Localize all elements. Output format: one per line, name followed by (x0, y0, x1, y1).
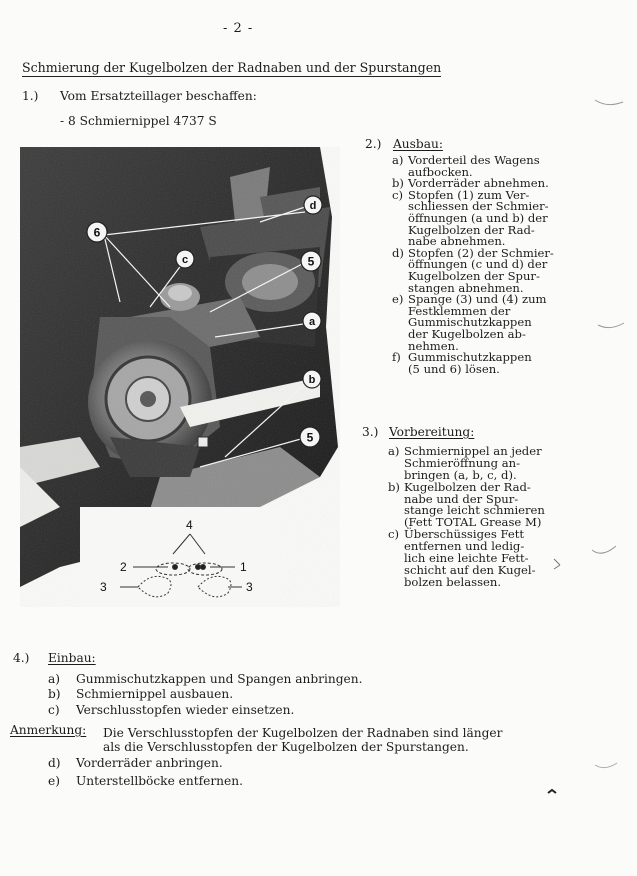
page-number: - 2 - (223, 21, 254, 36)
section2-item-line: Gummischutzkappen (408, 315, 532, 330)
svg-text:b: b (308, 374, 316, 386)
section3-list (388, 446, 545, 589)
diagram-label-2: 2 (120, 560, 127, 574)
section3-item-a (388, 446, 545, 482)
section4-heading-text: Einbau: (48, 651, 96, 665)
section2-item-line: Kugelbolzen der Rad- (408, 222, 535, 237)
section3-heading (389, 425, 474, 439)
section2-item-label: d) (392, 245, 404, 260)
diagram-label-1: 1 (240, 560, 247, 574)
section2-item-c (392, 187, 554, 249)
section3-number: 3.) (362, 425, 379, 439)
svg-text:c: c (181, 254, 189, 266)
section2-item-line: Gummischutzkappen (408, 350, 532, 365)
axle-photo (20, 147, 340, 607)
section2-item-line: Festklemmen der (408, 303, 511, 318)
section2-item-line: öffnungen (c und d) der (408, 257, 548, 272)
section3-item-c (388, 529, 545, 588)
section2-item-f (392, 352, 554, 375)
callout-5-top (301, 251, 321, 271)
section4-item-b: Schmiernippel ausbauen. (76, 687, 234, 701)
svg-text:a: a (308, 316, 316, 328)
section4-item-d-label: d) (48, 756, 61, 770)
section3-item-line: schicht auf den Kugel- (404, 562, 536, 577)
note-label-text: Anmerkung: (10, 723, 87, 737)
callout-a (303, 312, 321, 330)
callout-d (304, 196, 322, 214)
section3-item-line: nabe und der Spur- (404, 491, 519, 506)
section2-list (392, 155, 554, 375)
section4-item-c: Verschlusstopfen wieder einsetzen. (76, 703, 295, 717)
section2-item-line: stangen abnehmen. (408, 280, 524, 295)
section3-item-line: Schmieröffnung an- (404, 455, 521, 470)
section4-heading (48, 651, 96, 665)
section4-item-a: Gummischutzkappen und Spangen anbringen. (76, 672, 363, 686)
section2-number: 2.) (365, 137, 382, 151)
section2-item-line: öffnungen (a und b) der (408, 210, 548, 225)
callout-6 (87, 222, 107, 242)
svg-text:5: 5 (306, 430, 314, 445)
svg-text:6: 6 (93, 225, 101, 240)
section2-item-a (392, 155, 554, 178)
section4-item-e: Unterstellböcke entfernen. (76, 774, 243, 788)
section2-item-line: Kugelbolzen der Spur- (408, 268, 540, 283)
section2-item-label: c) (392, 187, 404, 202)
section2-item-line: (5 und 6) lösen. (408, 361, 500, 376)
section3-item-label: a) (388, 444, 400, 458)
svg-text:d: d (309, 200, 317, 212)
diagram-label-3-right: 3 (246, 580, 253, 594)
section2-item-label: a) (392, 153, 404, 167)
page-title-text: Schmierung der Kugelbolzen der Radnaben und der Spurstangen (22, 60, 442, 75)
section3-item-line: entfernen und ledig- (404, 539, 525, 554)
section2-item-line: nabe abnehmen. (408, 234, 506, 249)
section3-item-line: Kugelbolzen der Rad- (404, 479, 531, 494)
section3-item-line: stange leicht schmieren (404, 503, 545, 518)
section3-item-line: bolzen belassen. (404, 574, 502, 589)
diagram-label-4: 4 (186, 518, 193, 532)
section2-item-e (392, 294, 554, 352)
section2-heading (393, 137, 443, 151)
section3-item-line: bringen (a, b, c, d). (404, 467, 517, 482)
section2-item-label: e) (392, 292, 404, 307)
callout-c (176, 250, 194, 268)
page-title (22, 61, 441, 75)
section2-item-line: Vorderräder abnehmen. (408, 176, 549, 191)
callout-5-bottom (300, 427, 320, 447)
section2-item-line: nehmen. (408, 338, 459, 353)
svg-text:5: 5 (307, 254, 315, 269)
section2-item-line: Stopfen (1) zum Ver- (408, 187, 530, 202)
section1-number: 1.) (22, 89, 39, 103)
section4-item-b-label: b) (48, 687, 61, 701)
note-line-2: als die Verschlusstopfen der Kugelbolzen der Spurstangen. (103, 740, 469, 754)
section2-item-label: b) (392, 176, 404, 191)
scan-marks (540, 60, 637, 820)
section3-item-line: (Fett TOTAL Grease M) (404, 515, 542, 530)
section4-item-e-label: e) (48, 774, 60, 788)
section2-item-line: Stopfen (2) der Schmier- (408, 245, 554, 260)
note-label (10, 723, 86, 737)
section2-heading-text: Ausbau: (393, 137, 443, 151)
section3-item-label: c) (388, 527, 400, 542)
diagram-label-3-left: 3 (100, 580, 107, 594)
section1-text: Vom Ersatzteillager beschaffen: (60, 89, 257, 103)
section3-item-b (388, 479, 545, 530)
section1-item: - 8 Schmiernippel 4737 S (60, 114, 217, 128)
section2-item-line: Vorderteil des Wagens (408, 153, 540, 167)
section3-item-line: Schmiernippel an jeder (404, 444, 542, 458)
section4-item-a-label: a) (48, 672, 61, 686)
section2-item-label: f) (392, 350, 401, 365)
section2-item-line: schliessen der Schmier- (408, 199, 549, 214)
note-line-1: Die Verschlusstopfen der Kugelbolzen der Radnaben sind länger (103, 726, 503, 740)
section4-number: 4.) (13, 651, 30, 665)
section4-item-d: Vorderräder anbringen. (76, 756, 223, 770)
section2-item-line: Spange (3) und (4) zum (408, 292, 547, 307)
section3-item-line: lich eine leichte Fett- (404, 551, 529, 566)
section2-item-line: der Kugelbolzen ab- (408, 326, 526, 341)
section3-item-label: b) (388, 479, 400, 494)
section4-item-c-label: c) (48, 703, 60, 717)
section3-item-line: Überschüssiges Fett (404, 527, 525, 542)
section2-item-d (392, 245, 554, 295)
section3-heading-text: Vorbereitung: (389, 425, 475, 439)
section2-item-line: aufbocken. (408, 164, 473, 179)
callout-b (303, 370, 321, 388)
